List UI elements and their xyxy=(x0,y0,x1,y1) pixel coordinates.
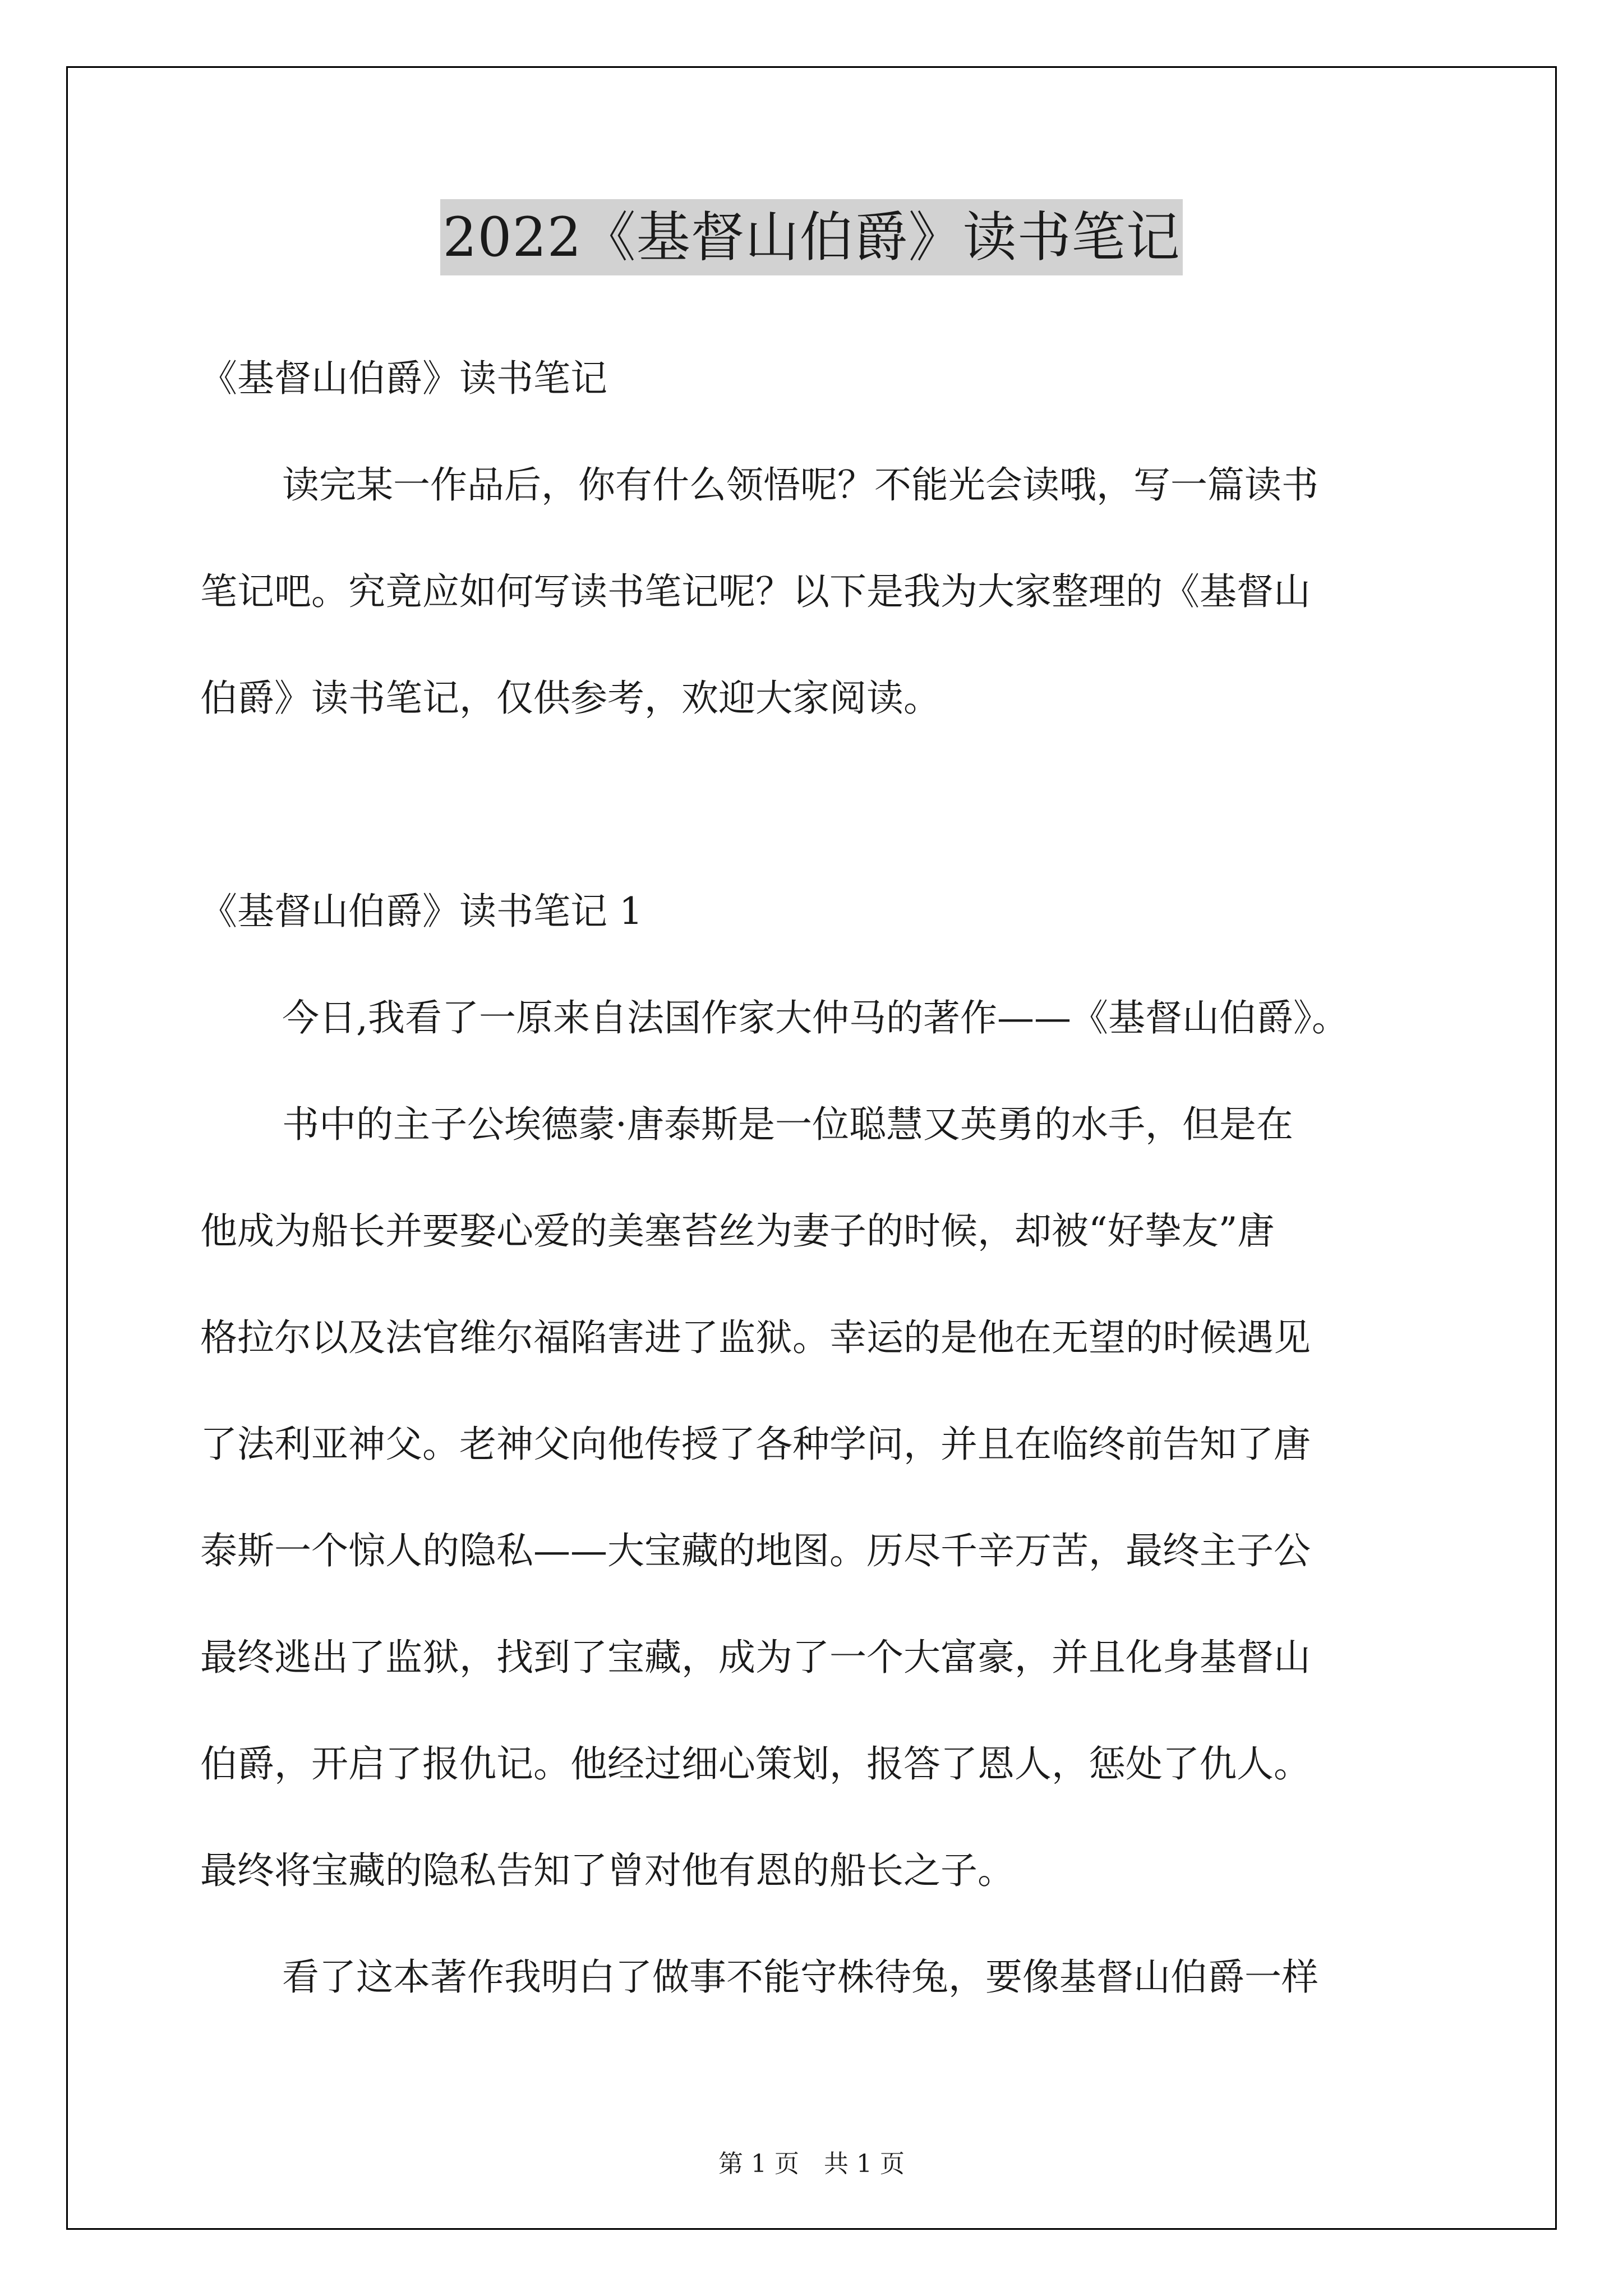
body-line: 今日,我看了一原来自法国作家大仲马的著作——《基督山伯爵》。 xyxy=(282,996,1349,1039)
document-subtitle: 《基督山伯爵》读书笔记 xyxy=(200,357,607,400)
body-line: 最终逃出了监狱，找到了宝藏，成为了一个大富豪，并且化身基督山 xyxy=(200,1636,1311,1679)
body-line: 他成为船长并要娶心爱的美塞苔丝为妻子的时候，却被“好挚友”唐 xyxy=(200,1209,1275,1253)
body-line: 泰斯一个惊人的隐私——大宝藏的地图。历尽千辛万苦，最终主子公 xyxy=(200,1529,1311,1572)
body-line: 看了这本著作我明白了做事不能守株待兔，要像基督山伯爵一样 xyxy=(282,1955,1318,1999)
intro-line: 伯爵》读书笔记，仅供参考，欢迎大家阅读。 xyxy=(200,677,940,720)
page-footer: 第 1 页 共 1 页 xyxy=(718,2150,905,2178)
title-container xyxy=(0,199,1623,275)
body-line: 格拉尔以及法官维尔福陷害进了监狱。幸运的是他在无望的时候遇见 xyxy=(200,1316,1311,1359)
body-line: 伯爵，开启了报仇记。他经过细心策划，报答了恩人，惩处了仇人。 xyxy=(200,1742,1311,1786)
section-heading: 《基督山伯爵》读书笔记 1 xyxy=(200,890,643,933)
intro-line: 读完某一作品后，你有什么领悟呢？不能光会读哦，写一篇读书 xyxy=(282,463,1318,507)
body-line: 了法利亚神父。老神父向他传授了各种学问，并且在临终前告知了唐 xyxy=(200,1423,1311,1466)
body-line: 最终将宝藏的隐私告知了曾对他有恩的船长之子。 xyxy=(200,1849,1015,1892)
body-line: 书中的主子公埃德蒙·唐泰斯是一位聪慧又英勇的水手，但是在 xyxy=(282,1103,1293,1146)
document-title: 2022《基督山伯爵》读书笔记 xyxy=(440,199,1182,275)
intro-line: 笔记吧。究竟应如何写读书笔记呢？以下是我为大家整理的《基督山 xyxy=(200,570,1311,613)
